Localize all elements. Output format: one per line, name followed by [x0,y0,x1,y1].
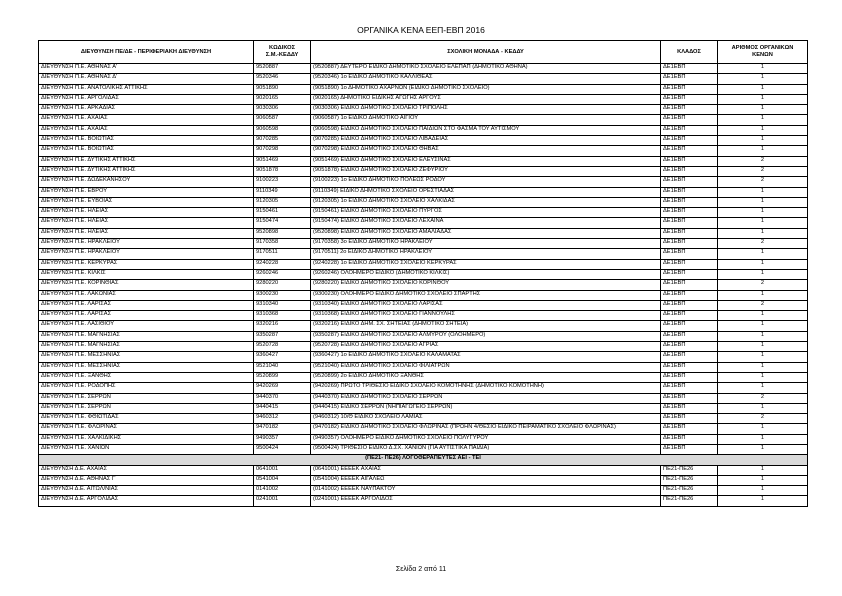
cell-directorate: ΔΙΕΥΘΥΝΣΗ Π.Ε. ΑΘΗΝΑΣ Α' [39,64,254,74]
cell-school: (9490357) ΟΛΟΗΜΕΡΟ ΕΙΔΙΚΟ ΔΗΜΟΤΙΚΟ ΣΧΟΛΕΙΟ ΠΟΛΥΓΥΡΟΥ [311,434,661,444]
cell-school: (9460312) 10/Θ ΕΙΔΙΚΟ ΣΧΟΛΕΙΟ ΛΑΜΙΑΣ [311,414,661,424]
cell-branch: ΔΕ1ΕΒΠ [661,424,718,434]
cell-vacancies: 1 [718,187,808,197]
table-header-row [39,41,808,64]
cell-branch: ΔΕ1ΕΒΠ [661,414,718,424]
table-row [39,136,808,146]
vacancies-table [38,40,808,507]
cell-school: (9150474) ΕΙΔΙΚΟ ΔΗΜΟΤΙΚΟ ΣΧΟΛΕΙΟ ΛΕΧΑΙΝΑ [311,218,661,228]
cell-branch: ΔΕ1ΕΒΠ [661,280,718,290]
cell-vacancies: 1 [718,94,808,104]
cell-directorate: ΔΙΕΥΘΥΝΣΗ Π.Ε. ΜΑΓΝΗΣΙΑΣ [39,342,254,352]
table-row [39,414,808,424]
cell-directorate: ΔΙΕΥΘΥΝΣΗ Π.Ε. ΔΥΤΙΚΗΣ ΑΤΤΙΚΗΣ [39,156,254,166]
cell-branch: ΔΕ1ΕΒΠ [661,156,718,166]
cell-school: (9020165) ΔΗΜΟΤΙΚΟ ΕΙΔΙΚΗΣ ΑΓΩΓΗΣ ΑΡΓΟΥΣ [311,94,661,104]
cell-school: (9420269) ΠΡΩΤΟ ΤΡΙΘΕΣΙΟ ΕΙΔΙΚΟ ΣΧΟΛΕΙΟ ΚΟΜΟΤΗΝΗΣ (ΔΗΜΟΤΙΚΟ ΚΟΜΟΤΗΝΗ) [311,383,661,393]
cell-code: 9260246 [254,269,311,279]
cell-code: 9051469 [254,156,311,166]
cell-school: (9520346) 1ο ΕΙΔΙΚΟ ΔΗΜΟΤΙΚΟ ΚΑΛΛΙΘΕΑΣ [311,74,661,84]
cell-school: (9520899) 2ο ΕΙΔΙΚΟ ΔΗΜΟΤΙΚΟ ΞΑΝΘΗΣ [311,372,661,382]
page-footer: Σελίδα 2 από 11 [395,566,447,573]
cell-vacancies: 1 [718,290,808,300]
cell-code: 9280220 [254,280,311,290]
cell-code: 9500424 [254,444,311,454]
cell-directorate: ΔΙΕΥΘΥΝΣΗ Π.Ε. ΑΘΗΝΑΣ Δ' [39,74,254,84]
cell-branch: ΔΕ1ΕΒΠ [661,177,718,187]
cell-branch: ΔΕ1ΕΒΠ [661,74,718,84]
cell-school: (9280220) ΕΙΔΙΚΟ ΔΗΜΟΤΙΚΟ ΣΧΟΛΕΙΟ ΚΟΡΙΝΘΟΥ [311,280,661,290]
cell-school: (9170358) 3ο ΕΙΔΙΚΟ ΔΗΜΟΤΙΚΟ ΗΡΑΚΛΕΙΟΥ [311,239,661,249]
cell-vacancies: 1 [718,424,808,434]
table-row [39,146,808,156]
cell-code: 9520899 [254,372,311,382]
cell-code: 9420269 [254,383,311,393]
cell-branch: ΔΕ1ΕΒΠ [661,218,718,228]
table-row [39,290,808,300]
cell-branch: ΔΕ1ΕΒΠ [661,290,718,300]
table-row [39,311,808,321]
cell-code: 9320216 [254,321,311,331]
cell-code: 9520346 [254,74,311,84]
cell-branch: ΔΕ1ΕΒΠ [661,434,718,444]
cell-directorate: ΔΙΕΥΘΥΝΣΗ Π.Ε. ΚΕΡΚΥΡΑΣ [39,259,254,269]
cell-code: 0541004 [254,475,311,485]
cell-directorate: ΔΙΕΥΘΥΝΣΗ Π.Ε. ΦΛΩΡΙΝΑΣ [39,424,254,434]
cell-directorate: ΔΙΕΥΘΥΝΣΗ Π.Ε. ΛΑΡΙΣΑΣ [39,300,254,310]
table-row [39,156,808,166]
cell-code: 9360427 [254,352,311,362]
cell-directorate: ΔΙΕΥΘΥΝΣΗ Π.Ε. ΣΕΡΡΩΝ [39,403,254,413]
cell-vacancies: 1 [718,403,808,413]
cell-directorate: ΔΙΕΥΘΥΝΣΗ Π.Ε. ΔΥΤΙΚΗΣ ΑΤΤΙΚΗΣ [39,166,254,176]
table-row [39,280,808,290]
cell-branch: ΠΕ21-ΠΕ26 [661,486,718,496]
cell-school: (9240228) 1ο ΕΙΔΙΚΟ ΔΗΜΟΤΙΚΟ ΣΧΟΛΕΙΟ ΚΕΡΚΥΡΑΣ [311,259,661,269]
cell-school: (9520898) ΕΙΔΙΚΟ ΔΗΜΟΤΙΚΟ ΣΧΟΛΕΙΟ ΑΜΑΛΙΑΔΑΣ [311,228,661,238]
cell-directorate: ΔΙΕΥΘΥΝΣΗ Δ.Ε. ΑΡΓΟΛΙΔΑΣ [39,496,254,506]
table-row [39,187,808,197]
cell-school: (9051890) 1ο ΔΗΜΟΤΙΚΟ ΑΧΑΡΝΩΝ (ΕΙΔΙΚΟ ΔΗΜΟΤΙΚΟ ΣΧΟΛΕΙΟ) [311,84,661,94]
table-row [39,486,808,496]
table-row [39,197,808,207]
table-row [39,444,808,454]
table-row [39,383,808,393]
table-row [39,424,808,434]
cell-code: 9520728 [254,342,311,352]
cell-branch: ΔΕ1ΕΒΠ [661,105,718,115]
cell-directorate: ΔΙΕΥΘΥΝΣΗ Π.Ε. ΑΡΓΟΛΙΔΑΣ [39,94,254,104]
cell-branch: ΔΕ1ΕΒΠ [661,208,718,218]
cell-vacancies: 1 [718,136,808,146]
cell-school: (9350287) ΕΙΔΙΚΟ ΔΗΜΟΤΙΚΟ ΣΧΟΛΕΙΟ ΑΛΜΥΡΟΥ (ΟΛΟΗΜΕΡΟ) [311,331,661,341]
cell-directorate: ΔΙΕΥΘΥΝΣΗ Π.Ε. ΒΟΙΩΤΙΑΣ [39,146,254,156]
cell-code: 9170358 [254,239,311,249]
cell-directorate: ΔΙΕΥΘΥΝΣΗ Π.Ε. ΜΕΣΣΗΝΙΑΣ [39,352,254,362]
cell-vacancies: 1 [718,311,808,321]
cell-branch: ΔΕ1ΕΒΠ [661,403,718,413]
table-row [39,331,808,341]
cell-directorate: ΔΙΕΥΘΥΝΣΗ Π.Ε. ΕΥΒΟΙΑΣ [39,197,254,207]
cell-branch: ΔΕ1ΕΒΠ [661,259,718,269]
cell-vacancies: 1 [718,125,808,135]
cell-branch: ΔΕ1ΕΒΠ [661,249,718,259]
cell-school: (9120305) 1ο ΕΙΔΙΚΟ ΔΗΜΟΤΙΚΟ ΣΧΟΛΕΙΟ ΧΑΛΚΙΔΑΣ [311,197,661,207]
cell-branch: ΔΕ1ΕΒΠ [661,166,718,176]
cell-code: 9100223 [254,177,311,187]
cell-directorate: ΔΙΕΥΘΥΝΣΗ Δ.Ε. ΑΘΗΝΑΣ Γ΄ [39,475,254,485]
table-row [39,115,808,125]
cell-school: (9070285) ΕΙΔΙΚΟ ΔΗΜΟΤΙΚΟ ΣΧΟΛΕΙΟ ΛΙΒΑΔΕΙΑΣ [311,136,661,146]
cell-vacancies: 1 [718,218,808,228]
table-row [39,239,808,249]
table-row [39,177,808,187]
cell-vacancies: 1 [718,115,808,125]
cell-code: 9350287 [254,331,311,341]
cell-code: 9060598 [254,125,311,135]
cell-school: (9310368) ΕΙΔΙΚΟ ΔΗΜΟΤΙΚΟ ΣΧΟΛΕΙΟ ΓΙΑΝΝΟΥΛΗΣ [311,311,661,321]
cell-directorate: ΔΙΕΥΘΥΝΣΗ Π.Ε. ΗΛΕΙΑΣ [39,208,254,218]
cell-directorate: ΔΙΕΥΘΥΝΣΗ Π.Ε. ΣΕΡΡΩΝ [39,393,254,403]
cell-directorate: ΔΙΕΥΘΥΝΣΗ Π.Ε. ΞΑΝΘΗΣ [39,372,254,382]
cell-school: (0641001) ΕΕΕΕΚ ΑΧΑΙΑΣ [311,465,661,475]
cell-directorate: ΔΙΕΥΘΥΝΣΗ Π.Ε. ΑΧΑΪΑΣ [39,125,254,135]
cell-code: 9051890 [254,84,311,94]
table-row [39,321,808,331]
cell-school: (9060587) 1ο ΕΙΔΙΚΟ ΔΗΜΟΤΙΚΟ ΑΙΓΙΟΥ [311,115,661,125]
cell-directorate: ΔΙΕΥΘΥΝΣΗ Π.Ε. ΚΙΛΚΙΣ [39,269,254,279]
cell-code: 9030306 [254,105,311,115]
cell-branch: ΔΕ1ΕΒΠ [661,94,718,104]
table-row [39,94,808,104]
cell-vacancies: 2 [718,300,808,310]
header-vacancies: ΑΡΙΘΜΟΣ ΟΡΓΑΝΙΚΩΝ ΚΕΝΩΝ [718,41,808,64]
cell-branch: ΠΕ21-ΠΕ26 [661,465,718,475]
cell-directorate: ΔΙΕΥΘΥΝΣΗ Π.Ε. ΛΑΚΩΝΙΑΣ [39,290,254,300]
cell-school: (9360427) 1ο ΕΙΔΙΚΟ ΔΗΜΟΤΙΚΟ ΣΧΟΛΕΙΟ ΚΑΛΑΜΑΤΑΣ [311,352,661,362]
cell-school: (9440415) ΕΙΔΙΚΟ ΣΕΡΡΩΝ (ΝΗΠΙΑΓΩΓΕΙΟ ΣΕΡΡΩΝ) [311,403,661,413]
cell-school: (9051469) ΕΙΔΙΚΟ ΔΗΜΟΤΙΚΟ ΣΧΟΛΕΙΟ ΕΛΕΥΣΙΝΑΣ [311,156,661,166]
cell-branch: ΔΕ1ΕΒΠ [661,342,718,352]
cell-vacancies: 1 [718,64,808,74]
cell-branch: ΔΕ1ΕΒΠ [661,444,718,454]
cell-vacancies: 1 [718,269,808,279]
cell-directorate: ΔΙΕΥΘΥΝΣΗ Π.Ε. ΧΑΛΚΙΔΙΚΗΣ [39,434,254,444]
cell-code: 9470182 [254,424,311,434]
cell-school: (9060598) ΕΙΔΙΚΟ ΔΗΜΟΤΙΚΟ ΣΧΟΛΕΙΟ ΠΑΙΔΙΩΝ ΣΤΟ ΦΑΣΜΑ ΤΟΥ ΑΥΤΙΣΜΟΥ [311,125,661,135]
page-title: ΟΡΓΑΝΙΚΑ ΚΕΝΑ ΕΕΠ-ΕΒΠ 2016 [357,25,485,35]
cell-school: (0241001) ΕΕΕΕΚ ΑΡΓΟΛΙΔΟΣ [311,496,661,506]
table-row [39,166,808,176]
cell-branch: ΔΕ1ΕΒΠ [661,372,718,382]
cell-school: (9150461) ΕΙΔΙΚΟ ΔΗΜΟΤΙΚΟ ΣΧΟΛΕΙΟ ΠΥΡΓΟΣ [311,208,661,218]
cell-vacancies: 1 [718,342,808,352]
cell-vacancies: 1 [718,444,808,454]
cell-school: (0141002) ΕΕΕΕΚ ΝΑΥΠΑΚΤΟΥ [311,486,661,496]
cell-branch: ΔΕ1ΕΒΠ [661,362,718,372]
cell-branch: ΔΕ1ΕΒΠ [661,321,718,331]
cell-school: (9100223) 1ο ΕΙΔΙΚΟ ΔΗΜΟΤΙΚΟ ΠΟΛΕΩΣ ΡΟΔΟΥ [311,177,661,187]
cell-directorate: ΔΙΕΥΘΥΝΣΗ Π.Ε. ΧΑΝΙΩΝ [39,444,254,454]
cell-vacancies: 1 [718,496,808,506]
cell-directorate: ΔΙΕΥΘΥΝΣΗ Π.Ε. ΗΡΑΚΛΕΙΟΥ [39,239,254,249]
cell-vacancies: 1 [718,105,808,115]
cell-code: 9520887 [254,64,311,74]
cell-directorate: ΔΙΕΥΘΥΝΣΗ Π.Ε. ΚΟΡΙΝΘΙΑΣ [39,280,254,290]
cell-school: (9521040) ΕΙΔΙΚΟ ΔΗΜΟΤΙΚΟ ΣΧΟΛΕΙΟ ΦΙΛΙΑΤΡΩΝ [311,362,661,372]
cell-branch: ΔΕ1ΕΒΠ [661,115,718,125]
cell-vacancies: 2 [718,414,808,424]
cell-school: (9470182) ΕΙΔΙΚΟ ΔΗΜΟΤΙΚΟ ΣΧΟΛΕΙΟ ΦΛΩΡΙΝΑΣ (ΠΡΩΗΝ 4/ΘΕΣΙΟ ΕΙΔΙΚΟ ΠΕΙΡΑΜΑΤΙΚΟ ΣΧΟΛΕΙΟ ΦΛΩΡΙΝΑΣ) [311,424,661,434]
cell-branch: ΠΕ21-ΠΕ26 [661,496,718,506]
table-row [39,362,808,372]
cell-vacancies: 1 [718,146,808,156]
cell-code: 9310340 [254,300,311,310]
cell-vacancies: 1 [718,74,808,84]
cell-vacancies: 2 [718,239,808,249]
cell-vacancies: 1 [718,352,808,362]
table-row [39,105,808,115]
cell-directorate: ΔΙΕΥΘΥΝΣΗ Δ.Ε. ΑΙΤΩΛ/ΝΙΑΣ [39,486,254,496]
cell-school: (9070298) ΕΙΔΙΚΟ ΔΗΜΟΤΙΚΟ ΣΧΟΛΕΙΟ ΘΗΒΑΣ [311,146,661,156]
cell-directorate: ΔΙΕΥΘΥΝΣΗ Π.Ε. ΗΛΕΙΑΣ [39,218,254,228]
table-row [39,372,808,382]
cell-directorate: ΔΙΕΥΘΥΝΣΗ Π.Ε. ΜΕΣΣΗΝΙΑΣ [39,362,254,372]
cell-school: (9320216) ΕΙΔΙΚΟ ΔΗΜ. ΣΧ. ΣΗΤΕΙΑΣ (ΔΗΜΟΤΙΚΟ ΣΗΤΕΙΑ) [311,321,661,331]
cell-branch: ΔΕ1ΕΒΠ [661,300,718,310]
cell-vacancies: 1 [718,372,808,382]
table-row [39,208,808,218]
cell-code: 9521040 [254,362,311,372]
section-title: (ΠΕ21- ΠΕ26) ΛΟΓΟΘΕΡΑΠΕΥΤΕΣ ΑΕΙ - ΤΕΙ [39,455,808,465]
cell-code: 9460312 [254,414,311,424]
cell-code: 0241001 [254,496,311,506]
cell-code: 0141002 [254,486,311,496]
cell-vacancies: 1 [718,321,808,331]
cell-vacancies: 1 [718,208,808,218]
cell-school: (9300230) ΟΛΟΗΜΕΡΟ ΕΙΔΙΚΟ ΔΗΜΟΤΙΚΟ ΣΧΟΛΕΙΟ ΣΠΑΡΤΗΣ [311,290,661,300]
cell-vacancies: 1 [718,383,808,393]
cell-directorate: ΔΙΕΥΘΥΝΣΗ Δ.Ε. ΑΧΑΪΑΣ [39,465,254,475]
cell-code: 9300230 [254,290,311,300]
table-row [39,342,808,352]
cell-branch: ΔΕ1ΕΒΠ [661,146,718,156]
cell-code: 9490357 [254,434,311,444]
table-row [39,475,808,485]
cell-code: 9110349 [254,187,311,197]
cell-vacancies: 2 [718,166,808,176]
cell-branch: ΔΕ1ΕΒΠ [661,125,718,135]
table-row [39,465,808,475]
cell-directorate: ΔΙΕΥΘΥΝΣΗ Π.Ε. ΑΡΚΑΔΙΑΣ [39,105,254,115]
header-directorate: ΔΙΕΥΘΥΝΣΗ ΠΕ/ΔΕ - ΠΕΡΙΦΕΡΙΑΚΗ ΔΙΕΥΘΥΝΣΗ [39,41,254,64]
cell-code: 9120305 [254,197,311,207]
cell-vacancies: 1 [718,465,808,475]
cell-code: 9060587 [254,115,311,125]
cell-directorate: ΔΙΕΥΘΥΝΣΗ Π.Ε. ΦΘΙΩΤΙΔΑΣ [39,414,254,424]
cell-school: (9110349) ΕΙΔΙΚΟ ΔΗΜΟΤΙΚΟ ΣΧΟΛΕΙΟ ΟΡΕΣΤΙΑΔΑΣ [311,187,661,197]
section-header-row [39,455,808,465]
cell-code: 9310368 [254,311,311,321]
cell-directorate: ΔΙΕΥΘΥΝΣΗ Π.Ε. ΔΩΔΕΚΑΝΗΣΟΥ [39,177,254,187]
cell-school: (9030306) ΕΙΔΙΚΟ ΔΗΜΟΤΙΚΟ ΣΧΟΛΕΙΟ ΤΡΙΠΟΛΗΣ [311,105,661,115]
cell-code: 9150461 [254,208,311,218]
cell-code: 9020165 [254,94,311,104]
cell-directorate: ΔΙΕΥΘΥΝΣΗ Π.Ε. ΕΒΡΟΥ [39,187,254,197]
header-code: ΚΩΔΙΚΟΣ Σ.Μ.-ΚΕΔΔΥ [254,41,311,64]
cell-vacancies: 2 [718,156,808,166]
cell-vacancies: 1 [718,331,808,341]
cell-school: (9520728) ΕΙΔΙΚΟ ΔΗΜΟΤΙΚΟ ΣΧΟΛΕΙΟ ΑΓΡΙΑΣ [311,342,661,352]
cell-branch: ΔΕ1ΕΒΠ [661,64,718,74]
cell-school: (9310340) ΕΙΔΙΚΟ ΔΗΜΟΤΙΚΟ ΣΧΟΛΕΙΟ ΛΑΡΙΣΑΣ [311,300,661,310]
cell-school: (9520887) ΔΕΥΤΕΡΟ ΕΙΔΙΚΟ ΔΗΜΟΤΙΚΟ ΣΧΟΛΕΙΟ ΕΛΕΠΑΠ (ΔΗΜΟΤΙΚΟ ΑΘΗΝΑ) [311,64,661,74]
cell-directorate: ΔΙΕΥΘΥΝΣΗ Π.Ε. ΗΛΕΙΑΣ [39,228,254,238]
cell-vacancies: 1 [718,475,808,485]
table-row [39,403,808,413]
table-row [39,125,808,135]
table-row [39,64,808,74]
table-row [39,393,808,403]
cell-branch: ΔΕ1ΕΒΠ [661,239,718,249]
cell-vacancies: 1 [718,249,808,259]
cell-code: 9440370 [254,393,311,403]
table-row [39,259,808,269]
cell-vacancies: 1 [718,486,808,496]
cell-vacancies: 1 [718,434,808,444]
cell-directorate: ΔΙΕΥΘΥΝΣΗ Π.Ε. ΑΝΑΤΟΛΙΚΗΣ ΑΤΤΙΚΗΣ [39,84,254,94]
table-row [39,218,808,228]
table-row [39,300,808,310]
cell-directorate: ΔΙΕΥΘΥΝΣΗ Π.Ε. ΒΟΙΩΤΙΑΣ [39,136,254,146]
cell-branch: ΔΕ1ΕΒΠ [661,187,718,197]
header-school: ΣΧΟΛΙΚΗ ΜΟΝΑΔΑ - ΚΕΔΔΥ [311,41,661,64]
cell-branch: ΔΕ1ΕΒΠ [661,383,718,393]
cell-vacancies: 1 [718,259,808,269]
cell-vacancies: 2 [718,393,808,403]
cell-code: 9150474 [254,218,311,228]
cell-branch: ΔΕ1ΕΒΠ [661,84,718,94]
cell-school: (9051878) ΕΙΔΙΚΟ ΔΗΜΟΤΙΚΟ ΣΧΟΛΕΙΟ ΖΕΦΥΡΙΟΥ [311,166,661,176]
table-row [39,249,808,259]
table-row [39,496,808,506]
cell-branch: ΔΕ1ΕΒΠ [661,269,718,279]
cell-code: 9520898 [254,228,311,238]
cell-school: (9440370) ΕΙΔΙΚΟ ΔΗΜΟΤΙΚΟ ΣΧΟΛΕΙΟ ΣΕΡΡΩΝ [311,393,661,403]
cell-vacancies: 1 [718,197,808,207]
cell-school: (9500424) ΤΡΙΘΕΣΙΟ ΕΙΔΙΚΟ Δ.ΣΧ. ΧΑΝΙΩΝ (ΓΙΑ ΑΥΤΙΣΤΙΚΑ ΠΑΙΔΙΑ) [311,444,661,454]
table-row [39,84,808,94]
cell-branch: ΔΕ1ΕΒΠ [661,352,718,362]
cell-code: 0641001 [254,465,311,475]
cell-vacancies: 2 [718,280,808,290]
cell-vacancies: 1 [718,228,808,238]
table-row [39,434,808,444]
cell-directorate: ΔΙΕΥΘΥΝΣΗ Π.Ε. ΡΟΔΟΠΗΣ [39,383,254,393]
table-row [39,74,808,84]
cell-directorate: ΔΙΕΥΘΥΝΣΗ Π.Ε. ΜΑΓΝΗΣΙΑΣ [39,331,254,341]
table-row [39,352,808,362]
cell-code: 9070285 [254,136,311,146]
cell-vacancies: 2 [718,177,808,187]
cell-branch: ΔΕ1ΕΒΠ [661,228,718,238]
cell-code: 9051878 [254,166,311,176]
header-branch: ΚΛΑΔΟΣ [661,41,718,64]
cell-school: (9260246) ΟΛΟΗΜΕΡΟ ΕΙΔΙΚΟ (ΔΗΜΟΤΙΚΟ ΚΙΛΚΙΣ) [311,269,661,279]
cell-branch: ΠΕ21-ΠΕ26 [661,475,718,485]
cell-branch: ΔΕ1ΕΒΠ [661,331,718,341]
cell-school: (0541004) ΕΕΕΕΚ ΑΙΓΑΛΕΩ [311,475,661,485]
cell-code: 9070298 [254,146,311,156]
cell-directorate: ΔΙΕΥΘΥΝΣΗ Π.Ε. ΛΑΡΙΣΑΣ [39,311,254,321]
table-row [39,228,808,238]
cell-vacancies: 1 [718,362,808,372]
cell-directorate: ΔΙΕΥΘΥΝΣΗ Π.Ε. ΗΡΑΚΛΕΙΟΥ [39,249,254,259]
cell-school: (9170511) 2ο ΕΙΔΙΚΟ ΔΗΜΟΤΙΚΟ ΗΡΑΚΛΕΙΟΥ [311,249,661,259]
cell-branch: ΔΕ1ΕΒΠ [661,197,718,207]
cell-code: 9440415 [254,403,311,413]
table-row [39,269,808,279]
cell-branch: ΔΕ1ΕΒΠ [661,311,718,321]
cell-code: 9170511 [254,249,311,259]
cell-directorate: ΔΙΕΥΘΥΝΣΗ Π.Ε. ΑΧΑΪΑΣ [39,115,254,125]
cell-branch: ΔΕ1ΕΒΠ [661,136,718,146]
cell-directorate: ΔΙΕΥΘΥΝΣΗ Π.Ε. ΛΑΣΙΘΙΟΥ [39,321,254,331]
cell-branch: ΔΕ1ΕΒΠ [661,393,718,403]
cell-code: 9240228 [254,259,311,269]
cell-vacancies: 1 [718,84,808,94]
